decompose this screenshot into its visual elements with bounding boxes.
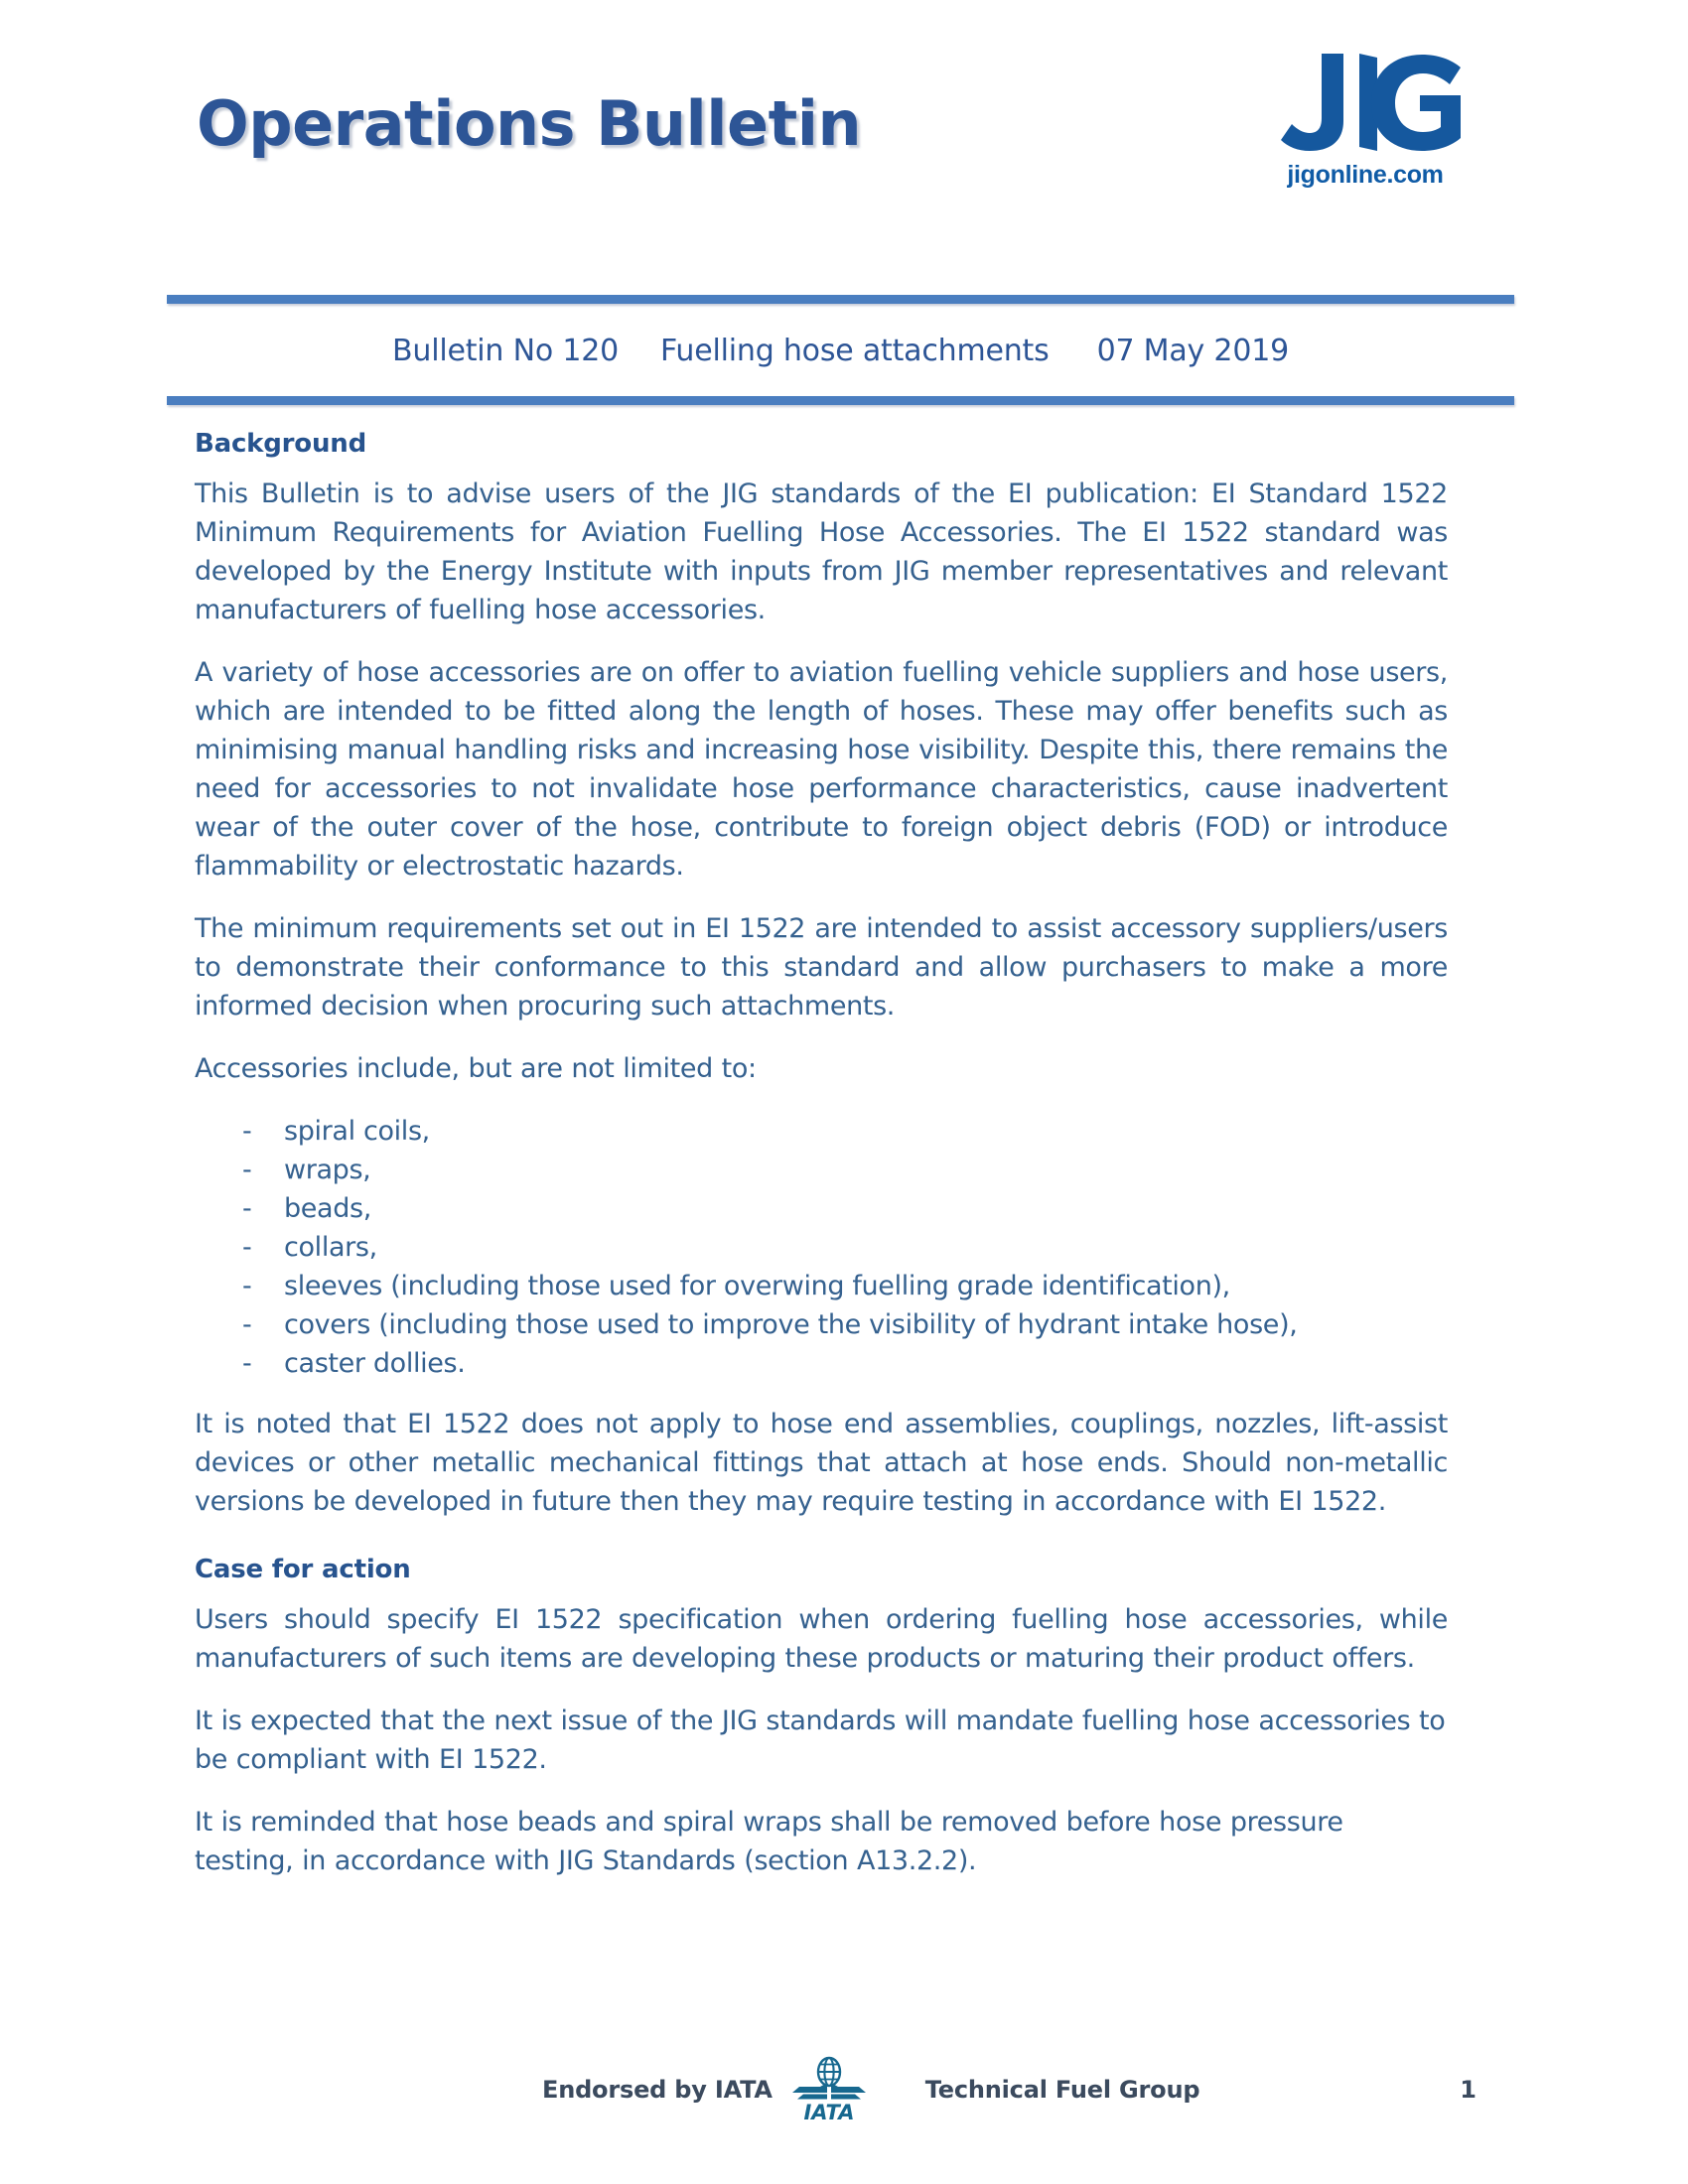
section-heading-background: Background [195,429,366,459]
list-item-label: beads, [284,1193,371,1224]
paragraph-case-1: Users should specify EI 1522 specification when ordering fuelling hose accessories, while manufacturers of such items are developing these products or maturing their product offers. [195,1604,1448,1674]
list-item [242,1267,1448,1305]
footer-endorsed-label: Endorsed by IATA [542,2076,773,2104]
accessories-list-intro: Accessories include, but are not limited to: [195,1053,757,1084]
list-item [242,1344,1448,1383]
list-item [242,1112,1448,1151]
accessories-list [195,1112,1448,1383]
bulletin-content [195,429,1448,1904]
page-title: Operations Bulletin [197,87,862,160]
list-item-label: collars, [284,1232,377,1263]
svg-text:IATA: IATA [803,2101,855,2123]
bulletin-subject: Fuelling hose attachments [659,333,1050,368]
bulletin-number: Bulletin No 120 [392,333,619,368]
paragraph-case-2: It is expected that the next issue of the JIG standards will mandate fuelling hose accessories to be compliant with EI 1522. [195,1706,1446,1775]
list-item [242,1228,1448,1267]
page-footer [167,2045,1514,2134]
list-bullet-dash: - [242,1348,252,1379]
list-item [242,1151,1448,1189]
iata-logo-icon [790,2056,868,2123]
list-bullet-dash: - [242,1232,252,1263]
header-rule-bottom [167,396,1514,405]
paragraph-background-3: The minimum requirements set out in EI 1522 are intended to assist accessory suppliers/users to demonstrate their conformance to this standard and allow purchasers to make a more informed decision when procuring such attachments. [195,913,1448,1022]
paragraph-case-3: It is reminded that hose beads and spiral wraps shall be removed before hose pressure testing, in accordance with JIG Standards (section A13.2.2). [195,1807,1343,1876]
list-item-label: caster dollies. [284,1348,466,1379]
bulletin-date: 07 May 2019 [1096,333,1289,368]
list-bullet-dash: - [242,1271,252,1301]
page-number: 1 [1460,2076,1477,2104]
paragraph-background-2: A variety of hose accessories are on offer to aviation fuelling vehicle suppliers and hose users, which are intended to be fitted along the length of hoses. These may offer benefits such as minimising manual handling risks and increasing hose visibility. Despite this, there remains the need for accessories to not invalidate hose performance characteristics, cause inadvertent wear of the outer cover of the hose, contribute to foreign object debris (FOD) or introduce flammability or electrostatic hazards. [195,657,1448,882]
list-item-label: spiral coils, [284,1116,430,1147]
jig-logo-block [1216,40,1514,190]
section-heading-case-for-action: Case for action [195,1555,411,1584]
list-item-label: covers (including those used to improve the visibility of hydrant intake hose), [284,1309,1298,1340]
list-item-label: sleeves (including those used for overwing fuelling grade identification), [284,1271,1230,1301]
list-bullet-dash: - [242,1309,252,1340]
bulletin-bar [167,313,1514,388]
list-bullet-dash: - [242,1116,252,1147]
list-item [242,1189,1448,1228]
header-rule-top [167,295,1514,304]
jig-logo-tagline: jigonline.com [1287,161,1444,189]
paragraph-background-1: This Bulletin is to advise users of the JIG standards of the EI publication: EI Standard 1522 Minimum Requirements for Aviation Fuelling Hose Accessories. The EI 1522 standard was developed by the Energy Institute with inputs from JIG member representatives and relevant manufacturers of fuelling hose accessories. [195,478,1448,625]
list-bullet-dash: - [242,1155,252,1185]
list-item [242,1305,1448,1344]
list-item-label: wraps, [284,1155,371,1185]
paragraph-background-4: It is noted that EI 1522 does not apply to hose end assemblies, couplings, nozzles, lift-assist devices or other metallic mechanical fittings that attach at hose ends. Should non-metallic versions be developed in future then they may require testing in accordance with EI 1522. [195,1409,1448,1517]
footer-group-label: Technical Fuel Group [924,2076,1200,2104]
jig-logo-icon [1266,40,1465,159]
list-bullet-dash: - [242,1193,252,1224]
page-header [167,40,1514,253]
